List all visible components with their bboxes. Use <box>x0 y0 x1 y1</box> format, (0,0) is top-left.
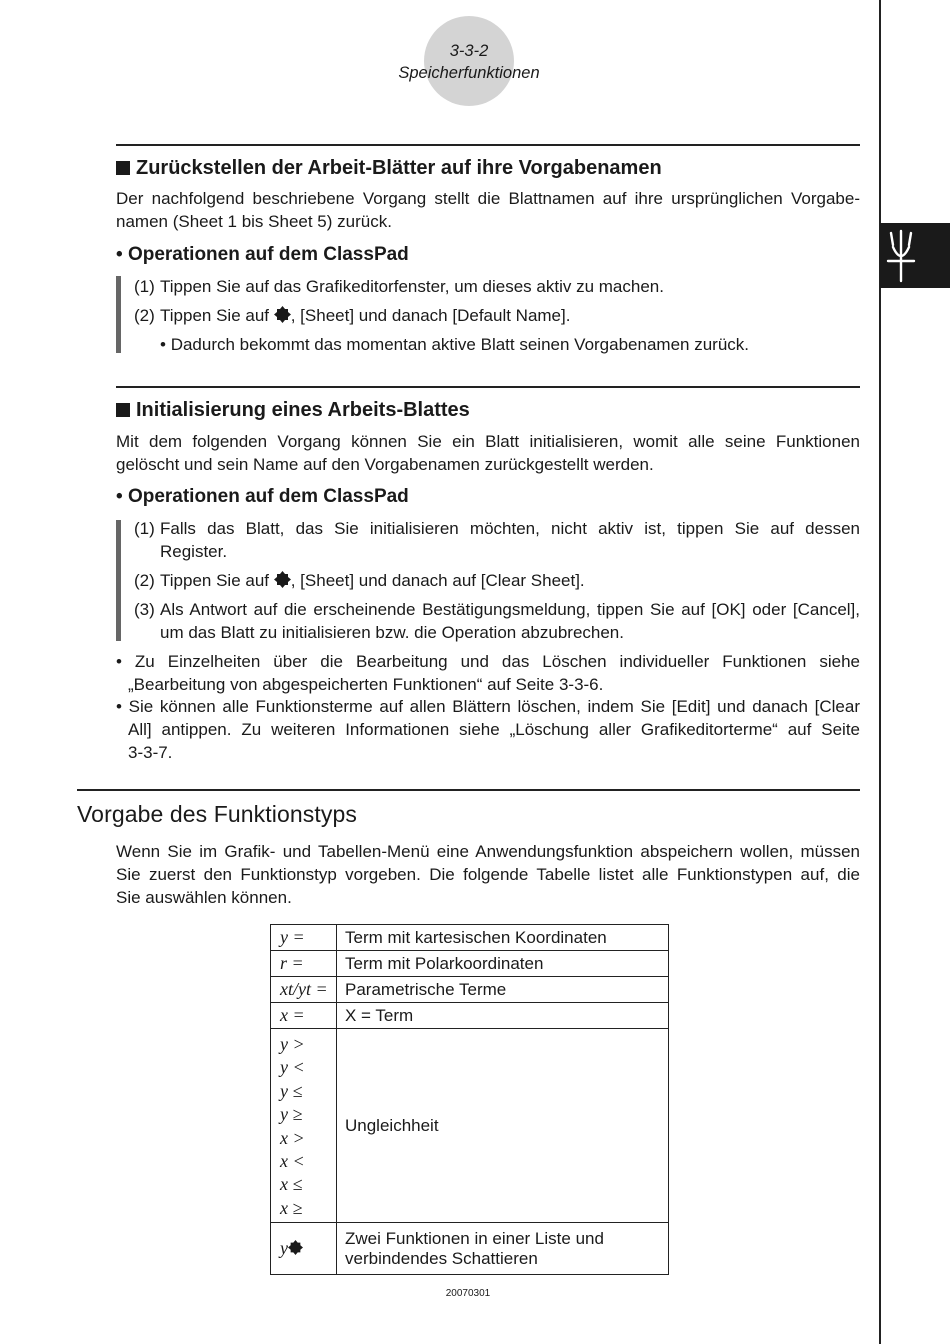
procedure-bar <box>116 276 121 353</box>
chapter-title: Speicherfunktionen <box>398 64 540 82</box>
step-1: (1) Tippen Sie auf das Grafikeditorfenster, um dieses aktiv zu machen. <box>134 277 664 296</box>
table-row <box>271 1029 669 1223</box>
table-row <box>271 977 669 1003</box>
margin-line <box>879 0 881 1344</box>
page-number: 3-3-2 <box>449 42 489 60</box>
section-heading: Zurückstellen der Arbeit-Blätter auf ihre Vorgabenamen <box>116 157 662 180</box>
procedure-bar <box>116 520 121 641</box>
table-row <box>271 1003 669 1029</box>
type-cell: x = <box>271 1003 337 1029</box>
section-rule <box>116 144 860 146</box>
chapter-tab <box>880 223 950 288</box>
desc-cell: X = Term <box>337 1003 669 1029</box>
step-3: (3) Als Antwort auf die erscheinende Bestätigungsmeldung, tippen Sie auf [OK] oder [Cancel], um das Blatt zu initialisieren bzw. die Operation abzubrechen. <box>134 600 860 642</box>
type-cell: y <box>271 1223 337 1275</box>
section-rule <box>77 789 860 791</box>
square-bullet-icon <box>116 161 130 175</box>
section-intro: Der nachfolgend beschriebene Vorgang stellt die Blattnamen auf ihre ursprünglichen Vorgabe- <box>116 189 860 208</box>
table-row <box>271 1223 669 1275</box>
desc-cell: Parametrische Terme <box>337 977 669 1003</box>
note-bullet: • Zu Einzelheiten über die Bearbeitung und das Löschen individueller Funktionen siehe „Bearbeitung von abgespeicherten Funktionen“ auf Seite 3-3-6. <box>116 652 860 694</box>
step-2: (2) Tippen Sie auf , [Sheet] und danach auf [Clear Sheet]. <box>134 571 585 590</box>
desc-cell: Term mit Polarkoordinaten <box>337 951 669 977</box>
type-cell: y > y < y ≤ y ≥ x > x < x ≤ x ≥ <box>271 1029 337 1223</box>
table-row <box>271 925 669 951</box>
step-note: • Dadurch bekommt das momentan aktive Blatt seinen Vorgabenamen zurück. <box>160 335 749 354</box>
note-bullet: • Sie können alle Funktionsterme auf allen Blättern löschen, indem Sie [Edit] und danach [Clear All] antippen. Zu weiteren Informationen siehe „Löschung aller Grafikeditorterme“ auf Seite 3-3-7. <box>116 697 860 762</box>
desc-cell: Zwei Funktionen in einer Liste und verbindendes Schattieren <box>337 1223 669 1275</box>
section-rule <box>116 386 860 388</box>
step-2: (2) Tippen Sie auf , [Sheet] und danach [Default Name]. <box>134 306 571 325</box>
function-type-table <box>270 924 669 1275</box>
type-cell: y = <box>271 925 337 951</box>
footer-code: 20070301 <box>445 1288 491 1299</box>
section-intro: Mit dem folgenden Vorgang können Sie ein Blatt initialisieren, womit alle seine Funktionen <box>116 432 860 451</box>
step-1: (1) Falls das Blatt, das Sie initialisieren möchten, nicht aktiv ist, tippen Sie auf dessen Register. <box>134 519 860 561</box>
type-cell: xt/yt = <box>271 977 337 1003</box>
square-bullet-icon <box>116 403 130 417</box>
menu-diamond-icon <box>274 571 291 588</box>
desc-cell: Term mit kartesischen Koordinaten <box>337 925 669 951</box>
desc-cell: Ungleichheit <box>337 1029 669 1223</box>
menu-diamond-icon <box>274 306 291 323</box>
page-number-circle <box>424 16 514 106</box>
type-cell: r = <box>271 951 337 977</box>
table-row <box>271 951 669 977</box>
graph-table-icon <box>880 223 950 288</box>
section-intro: Wenn Sie im Grafik- und Tabellen-Menü eine Anwendungsfunktion abspeichern wollen, müssen Sie zuerst den Funktionstyp vorgeben. Die folgende Tabelle listet alle Funktionstypen auf, die Sie auswählen können. <box>116 842 860 907</box>
operations-heading: • Operationen auf dem ClassPad <box>116 244 409 265</box>
menu-diamond-icon <box>288 1240 303 1255</box>
section-heading: Initialisierung eines Arbeits-Blattes <box>116 399 470 422</box>
operations-heading: • Operationen auf dem ClassPad <box>116 486 409 507</box>
section-title: Vorgabe des Funktionstyps <box>77 801 357 827</box>
